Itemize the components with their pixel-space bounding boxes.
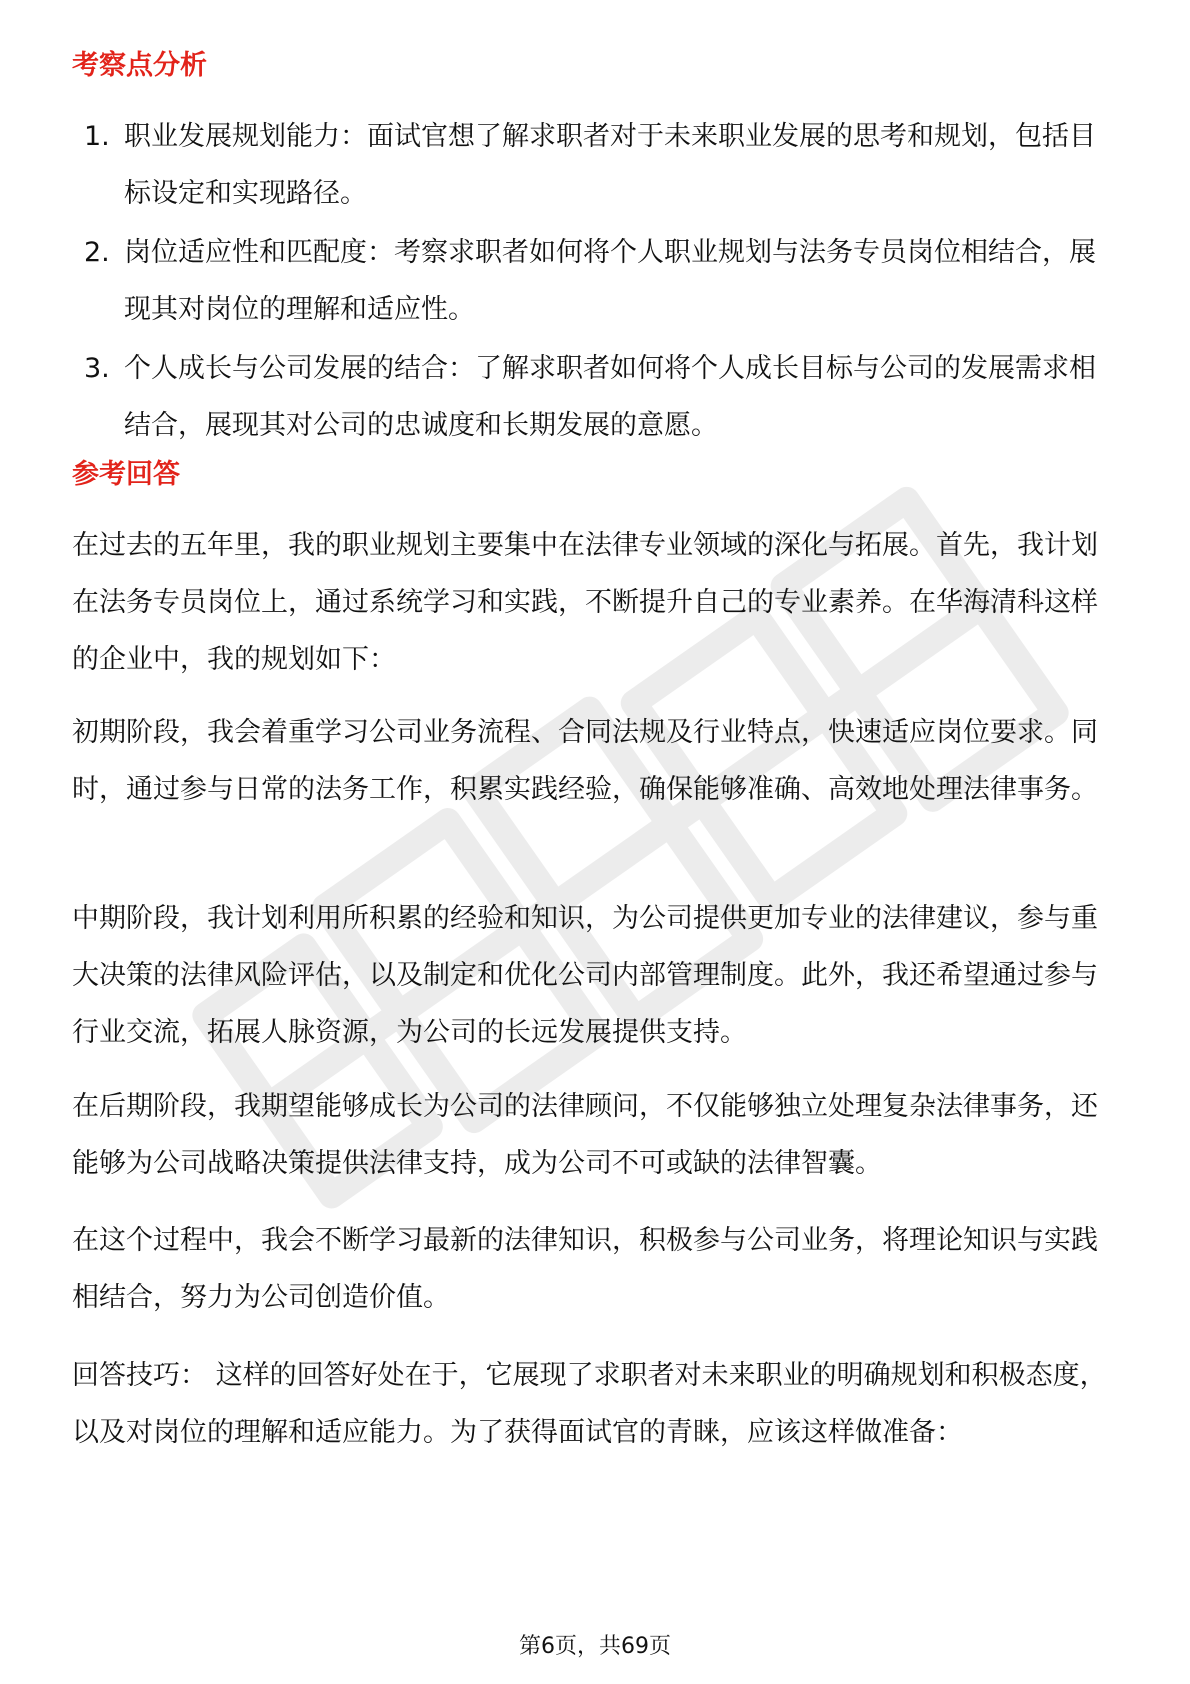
list-item-number: 1. <box>84 121 110 152</box>
list-item-number: 2. <box>84 237 110 268</box>
list-item-text: 岗位适应性和匹配度：考察求职者如何将个人职业规划与法务专员岗位相结合，展现其对岗位的理解和适应性。 <box>124 237 1096 325</box>
list-item <box>72 340 1122 454</box>
answer-tips-paragraph: 回答技巧： 这样的回答好处在于，它展现了求职者对未来职业的明确规划和积极态度，以及对岗位的理解和适应能力。为了获得面试官的青睐，应该这样做准备： <box>72 1360 1107 1448</box>
answer-paragraph: 在这个过程中，我会不断学习最新的法律知识，积极参与公司业务，将理论知识与实践相结合，努力为公司创造价值。 <box>72 1225 1098 1313</box>
answer-paragraph: 中期阶段，我计划利用所积累的经验和知识，为公司提供更加专业的法律建议，参与重大决策的法律风险评估，以及制定和优化公司内部管理制度。此外，我还希望通过参与行业交流，拓展人脉资源，为公司的长远发展提供支持。 <box>72 903 1098 1048</box>
list-item <box>72 224 1122 338</box>
answer-paragraph: 初期阶段，我会着重学习公司业务流程、合同法规及行业特点，快速适应岗位要求。同时，通过参与日常的法务工作，积累实践经验，确保能够准确、高效地处理法律事务。 <box>72 717 1098 805</box>
analysis-list <box>72 108 1122 456</box>
answer-section-title: 参考回答 <box>72 459 180 490</box>
analysis-section-title: 考察点分析 <box>72 50 207 81</box>
list-item <box>72 108 1122 222</box>
list-item-text: 职业发展规划能力：面试官想了解求职者对于未来职业发展的思考和规划，包括目标设定和实现路径。 <box>124 121 1096 209</box>
answer-paragraph: 在过去的五年里，我的职业规划主要集中在法律专业领域的深化与拓展。首先，我计划在法务专员岗位上，通过系统学习和实践，不断提升自己的专业素养。在华海清科这样的企业中，我的规划如下： <box>72 530 1098 675</box>
answer-paragraph: 在后期阶段，我期望能够成长为公司的法律顾问，不仅能够独立处理复杂法律事务，还能够为公司战略决策提供法律支持，成为公司不可或缺的法律智囊。 <box>72 1091 1098 1179</box>
list-item-number: 3. <box>84 353 110 384</box>
list-item-text: 个人成长与公司发展的结合：了解求职者如何将个人成长目标与公司的发展需求相结合，展现其对公司的忠诚度和长期发展的意愿。 <box>124 353 1096 441</box>
page-number-footer: 第6页，共69页 <box>519 1634 671 1659</box>
